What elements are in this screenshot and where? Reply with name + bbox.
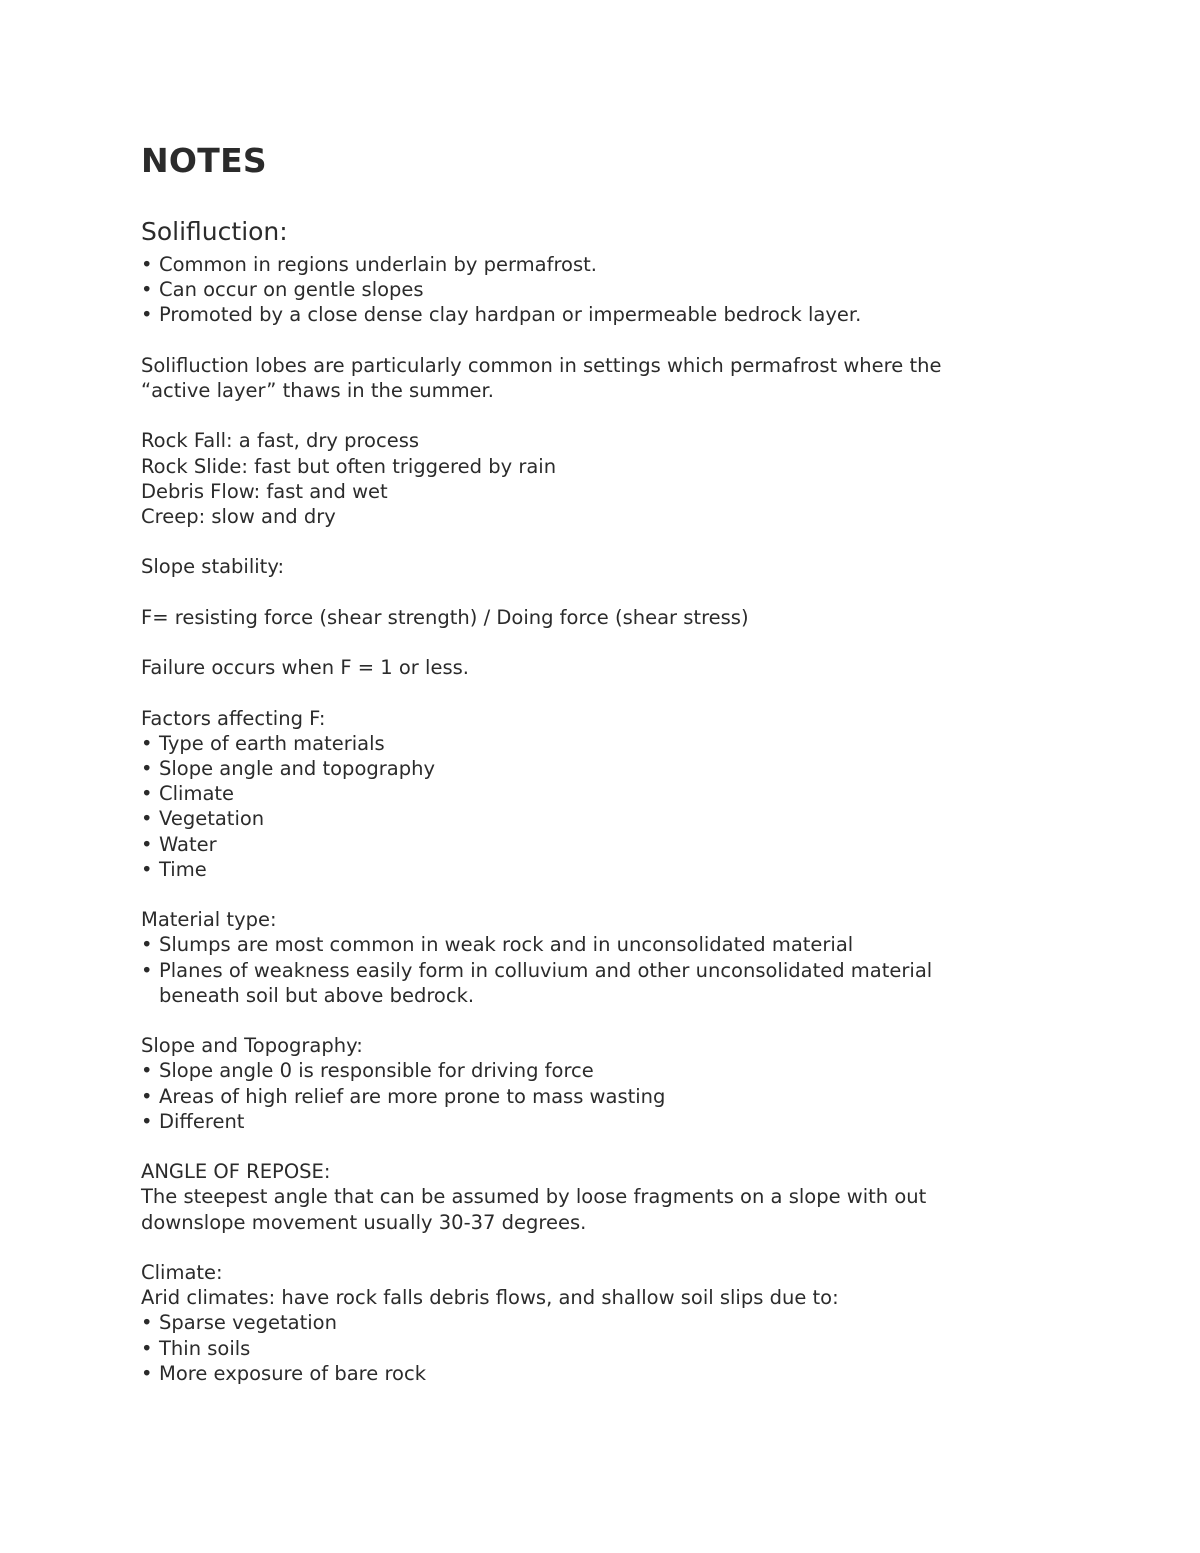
list-item: • Water (141, 832, 217, 856)
solifluction-lobes-line-1: Solifluction lobes are particularly common in settings which permafrost where the (141, 353, 942, 377)
spacer (141, 680, 1101, 705)
angle-of-repose-line-2: downslope movement usually 30-37 degrees. (141, 1210, 587, 1234)
spacer (141, 328, 1101, 353)
list-item: • Time (141, 857, 207, 881)
topography-heading: Slope and Topography: (141, 1034, 363, 1058)
spacer (141, 1134, 1101, 1159)
section-heading-solifluction: Solifluction: (141, 217, 288, 246)
bullet-icon: • (141, 756, 153, 780)
bullet-icon: • (141, 933, 153, 957)
notes-content (141, 140, 1101, 1386)
process-creep: Creep: slow and dry (141, 505, 336, 528)
spacer (141, 1235, 1101, 1260)
list-item: • More exposure of bare rock (141, 1361, 426, 1385)
factors-heading: Factors affecting F: (141, 706, 326, 730)
bullet-icon: • (141, 1109, 153, 1133)
list-item: • Promoted by a close dense clay hardpan or impermeable bedrock layer. (141, 303, 862, 327)
page-title: NOTES (141, 141, 267, 180)
list-item: • Vegetation (141, 807, 265, 831)
spacer (141, 630, 1101, 655)
list-item: • Can occur on gentle slopes (141, 278, 424, 302)
spacer (141, 580, 1101, 605)
list-item: • Thin soils (141, 1336, 251, 1360)
list-item: • Type of earth materials (141, 731, 385, 755)
angle-of-repose-line-1: The steepest angle that can be assumed by loose fragments on a slope with out (141, 1185, 927, 1209)
bullet-icon: • (141, 857, 153, 881)
failure-condition: Failure occurs when F = 1 or less. (141, 656, 469, 680)
list-item: • Climate (141, 782, 235, 806)
climate-intro: Arid climates: have rock falls debris flows, and shallow soil slips due to: (141, 1286, 839, 1310)
process-rock-fall: Rock Fall: a fast, dry process (141, 429, 420, 453)
bullet-icon: • (141, 782, 153, 806)
list-item: • Slope angle and topography (141, 756, 435, 780)
solifluction-lobes-line-2: “active layer” thaws in the summer. (141, 379, 494, 402)
list-item: • Common in regions underlain by permafrost. (141, 253, 597, 276)
list-item: • Slumps are most common in weak rock and in unconsolidated material (141, 933, 854, 957)
bullet-icon: • (141, 278, 153, 302)
solifluction-list (141, 252, 1101, 328)
bullet-icon: • (141, 832, 153, 856)
spacer (141, 403, 1101, 428)
climate-heading: Climate: (141, 1260, 223, 1284)
process-debris-flow: Debris Flow: fast and wet (141, 479, 388, 503)
bullet-icon: • (141, 1311, 153, 1335)
list-item: • Sparse vegetation (141, 1311, 337, 1335)
spacer (141, 882, 1101, 907)
list-item-continuation: beneath soil but above bedrock. (159, 983, 475, 1007)
bullet-icon: • (141, 253, 153, 276)
spacer (141, 1008, 1101, 1033)
angle-of-repose-heading: ANGLE OF REPOSE: (141, 1160, 331, 1184)
material-heading: Material type: (141, 908, 277, 932)
bullet-icon: • (141, 303, 153, 327)
list-item: • Different (141, 1109, 245, 1133)
slope-stability-heading: Slope stability: (141, 555, 285, 579)
bullet-icon: • (141, 731, 153, 755)
list-item: • Slope angle 0 is responsible for driving force (141, 1059, 594, 1083)
bullet-icon: • (141, 1361, 153, 1385)
bullet-icon: • (141, 1059, 153, 1083)
bullet-icon: • (141, 807, 153, 831)
slope-stability-formula: F= resisting force (shear strength) / Doing force (shear stress) (141, 605, 749, 629)
bullet-icon: • (141, 958, 153, 982)
process-rock-slide: Rock Slide: fast but often triggered by rain (141, 454, 557, 478)
list-item: • Areas of high relief are more prone to mass wasting (141, 1084, 666, 1108)
bullet-icon: • (141, 1084, 153, 1108)
list-item: • Planes of weakness easily form in colluvium and other unconsolidated material (141, 958, 933, 982)
bullet-icon: • (141, 1336, 153, 1360)
spacer (141, 529, 1101, 554)
